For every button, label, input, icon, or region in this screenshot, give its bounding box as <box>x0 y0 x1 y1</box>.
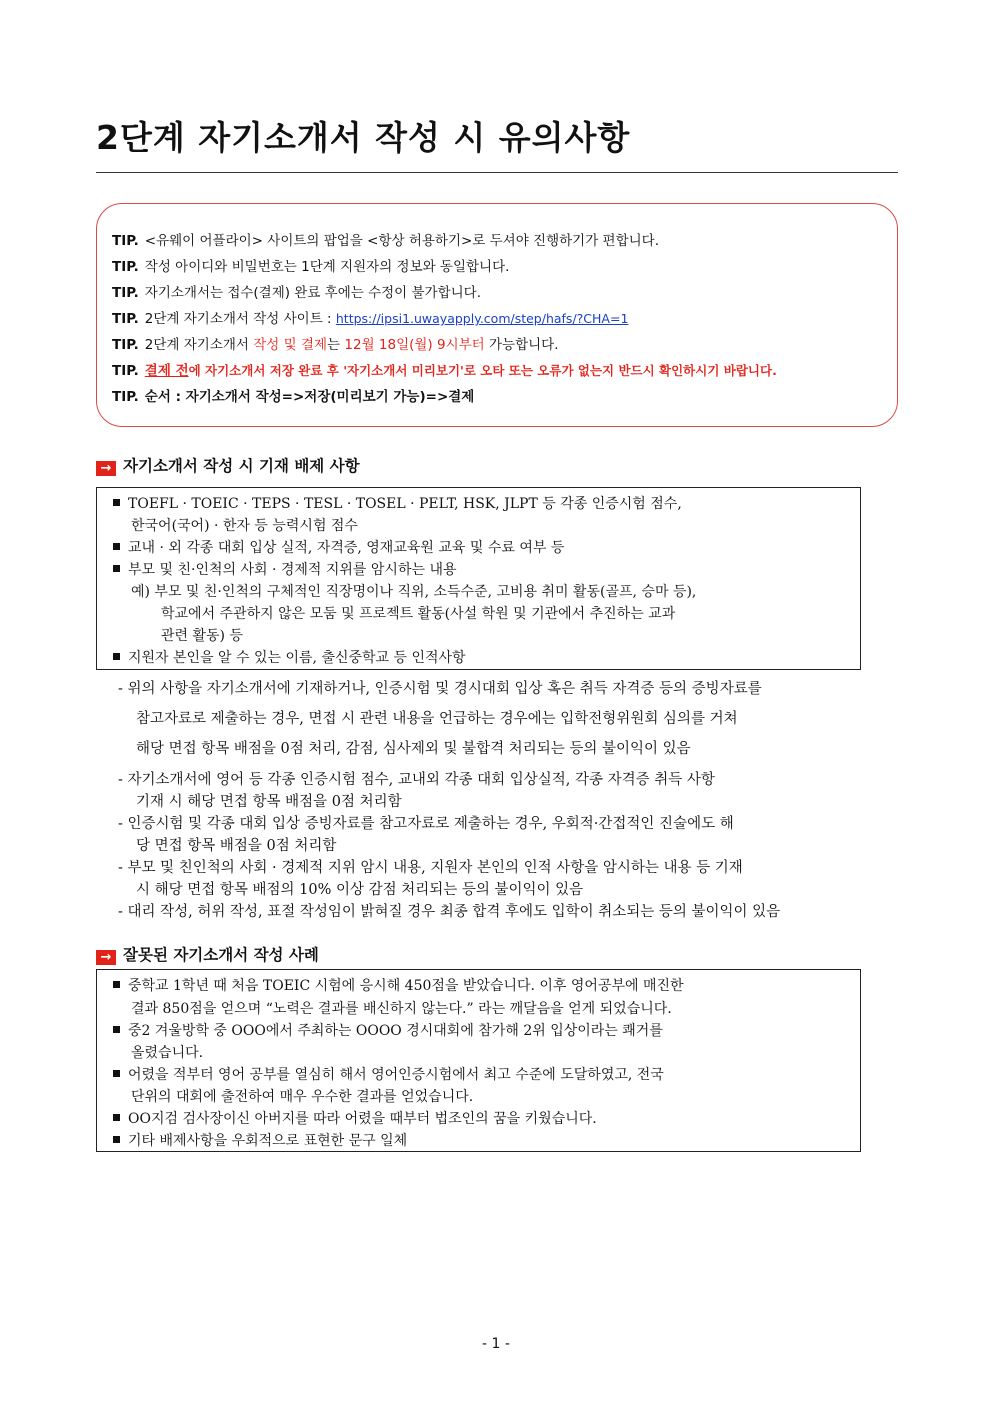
note-line: 당 면접 항목 배점을 0점 처리함 <box>136 838 337 854</box>
note-line: 참고자료로 제출하는 경우, 면접 시 관련 내용을 언급하는 경우에는 입학전형위원회 심의를 거쳐 <box>136 711 738 727</box>
square-bullet-icon <box>113 981 120 988</box>
tip-2 <box>112 255 509 275</box>
note-line: - 부모 및 친인척의 사회 · 경제적 지위 암시 내용, 지원자 본인의 인적 사항을 암시하는 내용 등 기재 <box>118 860 743 876</box>
tip-3 <box>112 281 481 301</box>
square-bullet-icon <box>113 1114 120 1121</box>
tip-4 <box>112 307 628 327</box>
tip-5 <box>112 333 559 353</box>
tip-label: TIP. <box>112 233 139 249</box>
tip-6 <box>112 359 777 379</box>
page-number: - 1 - <box>482 1336 510 1352</box>
arrow-icon: → <box>96 950 116 965</box>
list-item: 지원자 본인을 알 수 있는 이름, 출신중학교 등 인적사항 <box>113 647 466 667</box>
application-site-link[interactable]: https://ipsi1.uwayapply.com/step/hafs/?CHA=1 <box>335 311 629 326</box>
list-item: 어렸을 적부터 영어 공부를 열심히 해서 영어인증시험에서 최고 수준에 도달하였고, 전국 <box>113 1064 664 1084</box>
tip-highlight-date: 12월 18일(월) 9시부터 <box>344 337 485 353</box>
tip-label: TIP. <box>112 311 139 327</box>
square-bullet-icon <box>113 565 120 572</box>
list-item-example-continuation: 관련 활동) 등 <box>161 628 243 644</box>
section-heading-text: 잘못된 자기소개서 작성 사례 <box>123 946 319 964</box>
list-item: 중학교 1학년 때 처음 TOEIC 시험에 응시해 450점을 받았습니다. 이후 영어공부에 매진한 <box>113 975 684 995</box>
list-item: OO지검 검사장이신 아버지를 따라 어렸을 때부터 법조인의 꿈을 키웠습니다. <box>113 1108 597 1128</box>
tips-box <box>96 203 898 427</box>
list-item-continuation: 올렸습니다. <box>131 1045 204 1061</box>
square-bullet-icon <box>113 1136 120 1143</box>
title-divider <box>96 172 898 173</box>
list-item-example-continuation: 학교에서 주관하지 않은 모둠 및 프로젝트 활동(사설 학원 및 기관에서 추진하는 교과 <box>161 606 676 622</box>
tip-highlight-underlined: 결제 전 <box>144 363 189 379</box>
tip-label: TIP. <box>112 389 139 405</box>
list-item: TOEFL · TOEIC · TEPS · TESL · TOSEL · PELT, HSK, JLPT 등 각종 인증시험 점수, <box>113 493 682 513</box>
tip-7 <box>112 385 474 405</box>
arrow-icon: → <box>96 461 116 476</box>
tip-text: 순서 : 자기소개서 작성=>저장(미리보기 가능)=>결제 <box>144 389 475 405</box>
tip-text: <유웨이 어플라이> 사이트의 팝업을 <항상 허용하기>로 두셔야 진행하기가 편합니다. <box>144 233 660 249</box>
tip-text: 가능합니다. <box>484 337 559 353</box>
bad-examples-box <box>96 969 861 1152</box>
tip-highlight: 작성 및 결제 <box>253 337 328 353</box>
note-line: - 자기소개서에 영어 등 각종 인증시험 점수, 교내외 각종 대회 입상실적, 각종 자격증 취득 사항 <box>118 772 715 788</box>
tip-text: 작성 아이디와 비밀번호는 1단계 지원자의 정보와 동일합니다. <box>144 259 510 275</box>
square-bullet-icon <box>113 499 120 506</box>
list-item: 부모 및 친·인척의 사회 · 경제적 지위를 암시하는 내용 <box>113 559 457 579</box>
tip-text: 자기소개서는 접수(결제) 완료 후에는 수정이 불가합니다. <box>144 285 482 301</box>
tip-text: 는 <box>327 337 345 353</box>
square-bullet-icon <box>113 543 120 550</box>
tip-text: 2단계 자기소개서 작성 사이트 : <box>144 311 336 327</box>
tip-label: TIP. <box>112 337 139 353</box>
list-item: 교내 · 외 각종 대회 입상 실적, 자격증, 영재교육원 교육 및 수료 여부 등 <box>113 537 564 557</box>
note-line: - 대리 작성, 허위 작성, 표절 작성임이 밝혀질 경우 최종 합격 후에도 입학이 취소되는 등의 불이익이 있음 <box>118 904 781 920</box>
list-item: 기타 배제사항을 우회적으로 표현한 문구 일체 <box>113 1130 407 1150</box>
note-line: 해당 면접 항목 배점을 0점 처리, 감점, 심사제외 및 불합격 처리되는 등의 불이익이 있음 <box>136 741 691 757</box>
square-bullet-icon <box>113 1026 120 1033</box>
tip-1 <box>112 229 659 249</box>
section-heading-bad-examples <box>96 943 319 965</box>
tip-text: 에 자기소개서 저장 완료 후 '자기소개서 미리보기'로 오타 또는 오류가 없는지 반드시 확인하시기 바랍니다. <box>188 363 777 378</box>
page-title: 2단계 자기소개서 작성 시 유의사항 <box>96 118 631 157</box>
section-heading-text: 자기소개서 작성 시 기재 배제 사항 <box>123 457 360 475</box>
note-line: - 위의 사항을 자기소개서에 기재하거나, 인증시험 및 경시대회 입상 혹은 취득 자격증 등의 증빙자료를 <box>118 681 762 697</box>
list-item-continuation: 한국어(국어) · 한자 등 능력시험 점수 <box>131 518 358 534</box>
exclusions-box <box>96 487 861 670</box>
list-item-example: 예) 부모 및 친·인척의 구체적인 직장명이나 직위, 소득수준, 고비용 취미 활동(골프, 승마 등), <box>131 584 697 600</box>
list-item-continuation: 단위의 대회에 출전하여 매우 우수한 결과를 얻었습니다. <box>131 1089 474 1105</box>
list-item-continuation: 결과 850점을 얻으며 “노력은 결과를 배신하지 않는다.” 라는 깨달음을 얻게 되었습니다. <box>131 1001 672 1017</box>
tip-label: TIP. <box>112 363 139 379</box>
note-line: 기재 시 해당 면접 항목 배점을 0점 처리함 <box>136 794 402 810</box>
tip-text: 2단계 자기소개서 <box>144 337 254 353</box>
tip-label: TIP. <box>112 285 139 301</box>
list-item: 중2 겨울방학 중 OOO에서 주최하는 OOOO 경시대회에 참가해 2위 입상이라는 쾌거를 <box>113 1020 663 1040</box>
tip-label: TIP. <box>112 259 139 275</box>
square-bullet-icon <box>113 653 120 660</box>
note-line: 시 해당 면접 항목 배점의 10% 이상 감점 처리되는 등의 불이익이 있음 <box>136 882 584 898</box>
section-heading-exclusions <box>96 454 360 476</box>
note-line: - 인증시험 및 각종 대회 입상 증빙자료를 참고자료로 제출하는 경우, 우회적·간접적인 진술에도 해 <box>118 816 734 832</box>
square-bullet-icon <box>113 1070 120 1077</box>
